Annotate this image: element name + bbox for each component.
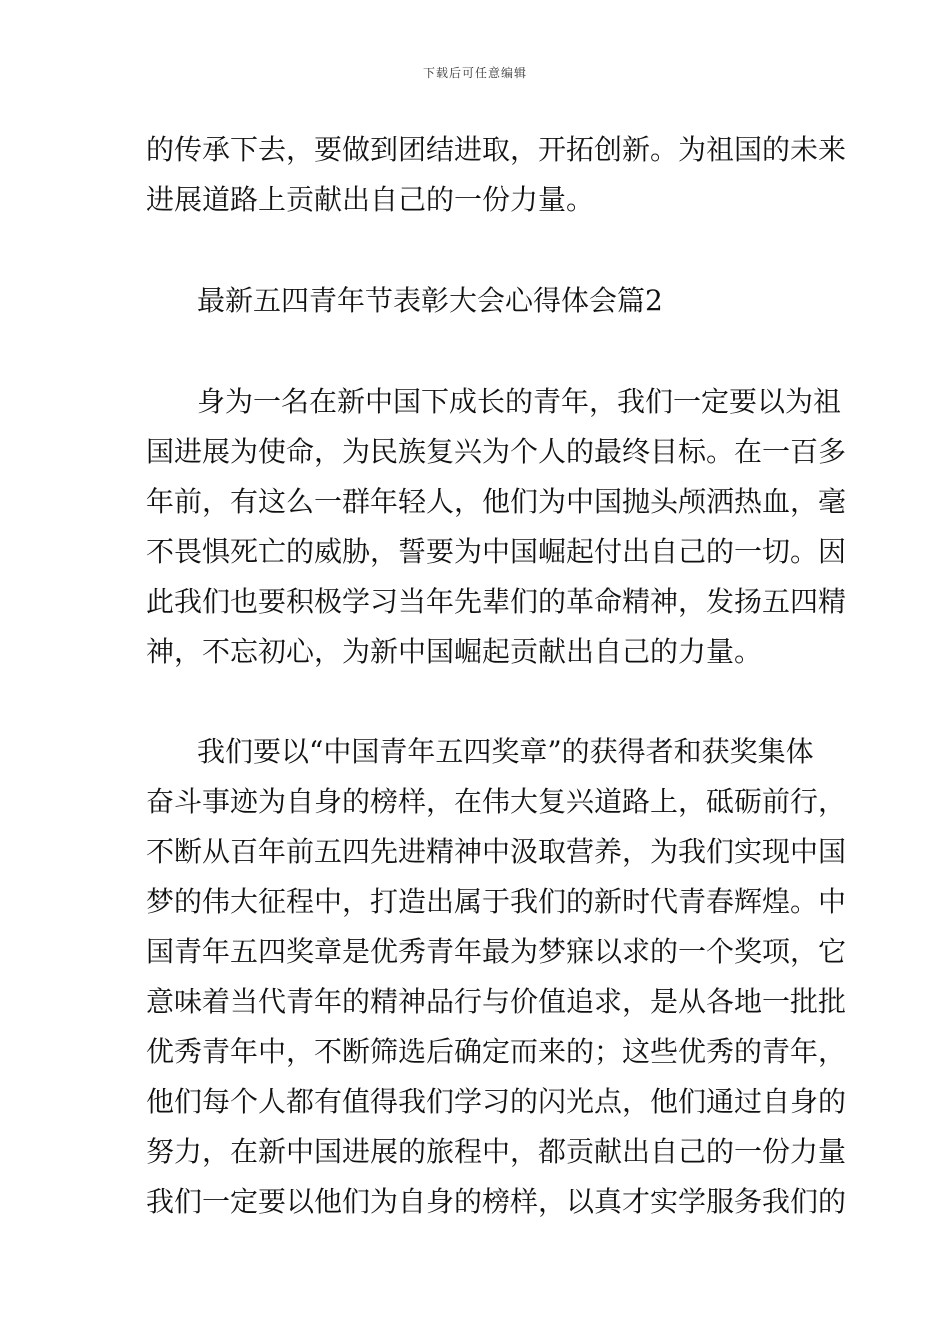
- paragraph-line: 国青年五四奖章是优秀青年最为梦寐以求的一个奖项，它: [146, 935, 847, 968]
- paragraph-line: 国进展为使命，为民族复兴为个人的最终目标。在一百多: [146, 435, 847, 468]
- paragraph-line: 奋斗事迹为自身的榜样，在伟大复兴道路上，砥砺前行，: [146, 785, 847, 818]
- paragraph-line: 优秀青年中，不断筛选后确定而来的；这些优秀的青年，: [146, 1035, 847, 1068]
- paragraph-line: 我们要以“中国青年五四奖章”的获得者和获奖集体: [197, 735, 814, 768]
- paragraph-line: 他们每个人都有值得我们学习的闪光点，他们通过自身的: [146, 1085, 847, 1118]
- paragraph-line: 努力，在新中国进展的旅程中，都贡献出自己的一份力量: [146, 1135, 847, 1168]
- paragraph-line: 神，不忘初心，为新中国崛起贡献出自己的力量。: [146, 635, 763, 668]
- paragraph-line: 不畏惧死亡的威胁，誓要为中国崛起付出自己的一切。因: [146, 535, 847, 568]
- section-heading: 最新五四青年节表彰大会心得体会篇2: [197, 284, 663, 317]
- paragraph-line: 的传承下去，要做到团结进取，开拓创新。为祖国的未来: [146, 133, 847, 166]
- paragraph-line: 身为一名在新中国下成长的青年，我们一定要以为祖: [197, 385, 842, 418]
- paragraph-line: 此我们也要积极学习当年先辈们的革命精神，发扬五四精: [146, 585, 847, 618]
- paragraph-line: 意味着当代青年的精神品行与价值追求，是从各地一批批: [146, 985, 847, 1018]
- paragraph-line: 进展道路上贡献出自己的一份力量。: [146, 183, 595, 216]
- paragraph-line: 不断从百年前五四先进精神中汲取营养，为我们实现中国: [146, 835, 847, 868]
- paragraph-line: 梦的伟大征程中，打造出属于我们的新时代青春辉煌。中: [146, 885, 847, 918]
- page-header: 下载后可任意编辑: [422, 66, 527, 80]
- paragraph-line: 我们一定要以他们为自身的榜样，以真才实学服务我们的: [146, 1185, 847, 1218]
- paragraph-line: 年前，有这么一群年轻人，他们为中国抛头颅洒热血，毫: [146, 485, 847, 518]
